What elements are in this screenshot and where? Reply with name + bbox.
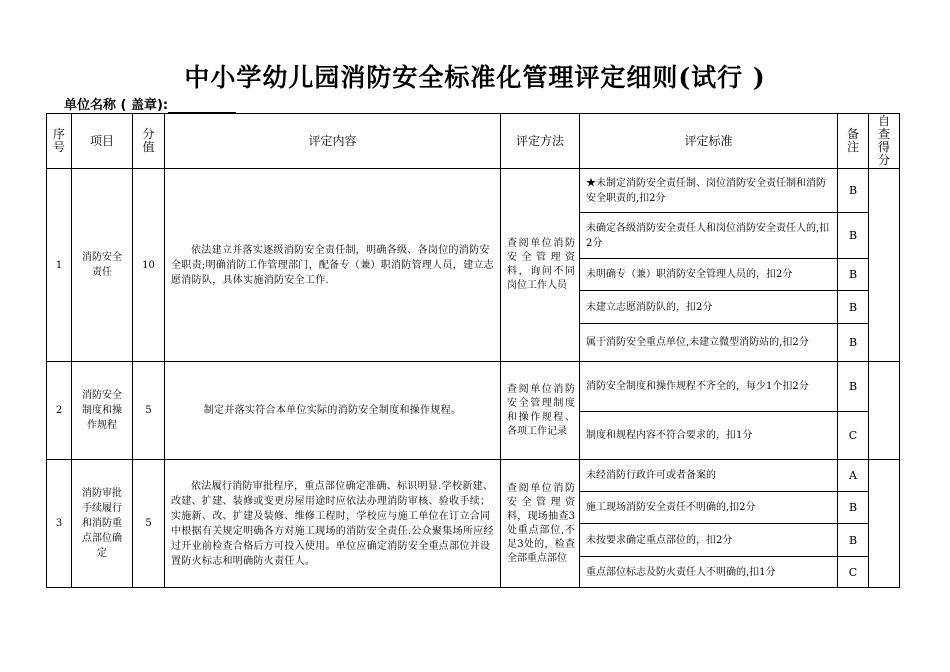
table-row	[47, 169, 900, 213]
header-row	[47, 114, 900, 169]
unit-name-label: 单位名称 ( 盖章):	[64, 98, 169, 113]
unit-name-field	[64, 94, 236, 113]
row1-grade-4: B	[838, 291, 869, 324]
header-item: 项目	[72, 114, 133, 169]
page-title: 中小学幼儿园消防安全标准化管理评定细则(试行 )	[184, 63, 766, 92]
row3-standard-2: 施工现场消防安全责任不明确的,扣2分	[580, 492, 838, 524]
row1-standard-1: ★未制定消防安全责任制、岗位消防安全责任制和消防安全职责的,扣2分	[580, 169, 838, 213]
row3-method: 查阅单位消防安全管理资料，现场抽查3处重点部位,不足3处的，检查全部重点部位	[501, 460, 580, 588]
row1-standard-4: 未建立志愿消防队的，扣2分	[580, 291, 838, 324]
row1-seq: 1	[47, 169, 72, 362]
row3-standard-3: 未按要求确定重点部位的，扣2分	[580, 524, 838, 557]
header-score: 分值	[133, 114, 165, 169]
row1-standard-3: 未明确专（兼）职消防安全管理人员的，扣2分	[580, 259, 838, 291]
row2-content: 制定并落实符合本单位实际的消防安全制度和操作规程。	[165, 362, 501, 460]
row2-method: 查阅单位消防安全管理制度和操作规程、各项工作记录	[501, 362, 580, 460]
row2-standard-2: 制度和规程内容不符合要求的，扣1分	[580, 412, 838, 460]
unit-name-blank	[168, 100, 236, 113]
table-row	[47, 362, 900, 412]
row1-grade-2: B	[838, 213, 869, 259]
row3-seq: 3	[47, 460, 72, 588]
row3-item: 消防审批手续履行和消防重点部位确定	[72, 460, 133, 588]
evaluation-table	[46, 113, 900, 588]
row3-grade-2: B	[838, 492, 869, 524]
row3-self-score-cell[interactable]	[869, 460, 900, 588]
row3-grade-1: A	[838, 460, 869, 492]
row2-self-score-cell[interactable]	[869, 362, 900, 460]
row3-standard-4: 重点部位标志及防火责任人不明确的,扣1分	[580, 557, 838, 588]
row2-grade-2: C	[838, 412, 869, 460]
row1-method: 查阅单位消防安全管理资料，询问不同岗位工作人员	[501, 169, 580, 362]
row1-item: 消防安全责任	[72, 169, 133, 362]
row2-standard-1: 消防安全制度和操作规程不齐全的，每少1个扣2分	[580, 362, 838, 412]
row2-seq: 2	[47, 362, 72, 460]
header-standard: 评定标准	[580, 114, 838, 169]
row1-content: 依法建立并落实逐级消防安全责任制，明确各级、各岗位的消防安全职责;明确消防工作管理部门，配备专（兼）职消防管理人员，建立志愿消防队，具体实施消防安全工作.	[165, 169, 501, 362]
header-method: 评定方法	[501, 114, 580, 169]
row1-grade-3: B	[838, 259, 869, 291]
row1-grade-5: B	[838, 324, 869, 362]
row2-item: 消防安全制度和操作规程	[72, 362, 133, 460]
row1-score: 10	[133, 169, 165, 362]
row1-standard-2: 未确定各级消防安全责任人和岗位消防安全责任人的,扣2分	[580, 213, 838, 259]
row2-grade-1: B	[838, 362, 869, 412]
header-note: 备注	[838, 114, 869, 169]
header-self-score: 自查得分	[869, 114, 900, 169]
row3-standard-1: 未经消防行政许可或者备案的	[580, 460, 838, 492]
row1-self-score-cell[interactable]	[869, 169, 900, 362]
row3-content: 依法履行消防审批程序，重点部位确定准确、标识明显.学校新建、改建、扩建、装修或变更房屋用途时应依法办理消防审核、验收手续；实施新、改、扩建及装修、维修工程时，学校应与施工单位在订立合同中根据有关规定明确各方对施工现场的消防安全责任.公众聚集场所应经过开业前检查合格后方可投入使用。单位应确定消防安全重点部位并设置防火标志和明确防火责任人。	[165, 460, 501, 588]
header-content: 评定内容	[165, 114, 501, 169]
table-row	[47, 460, 900, 492]
header-seq: 序号	[47, 114, 72, 169]
row3-score: 5	[133, 460, 165, 588]
row1-standard-5: 属于消防安全重点单位,未建立微型消防站的,扣2分	[580, 324, 838, 362]
row3-grade-3: B	[838, 524, 869, 557]
row1-grade-1: B	[838, 169, 869, 213]
row2-score: 5	[133, 362, 165, 460]
row3-grade-4: C	[838, 557, 869, 588]
